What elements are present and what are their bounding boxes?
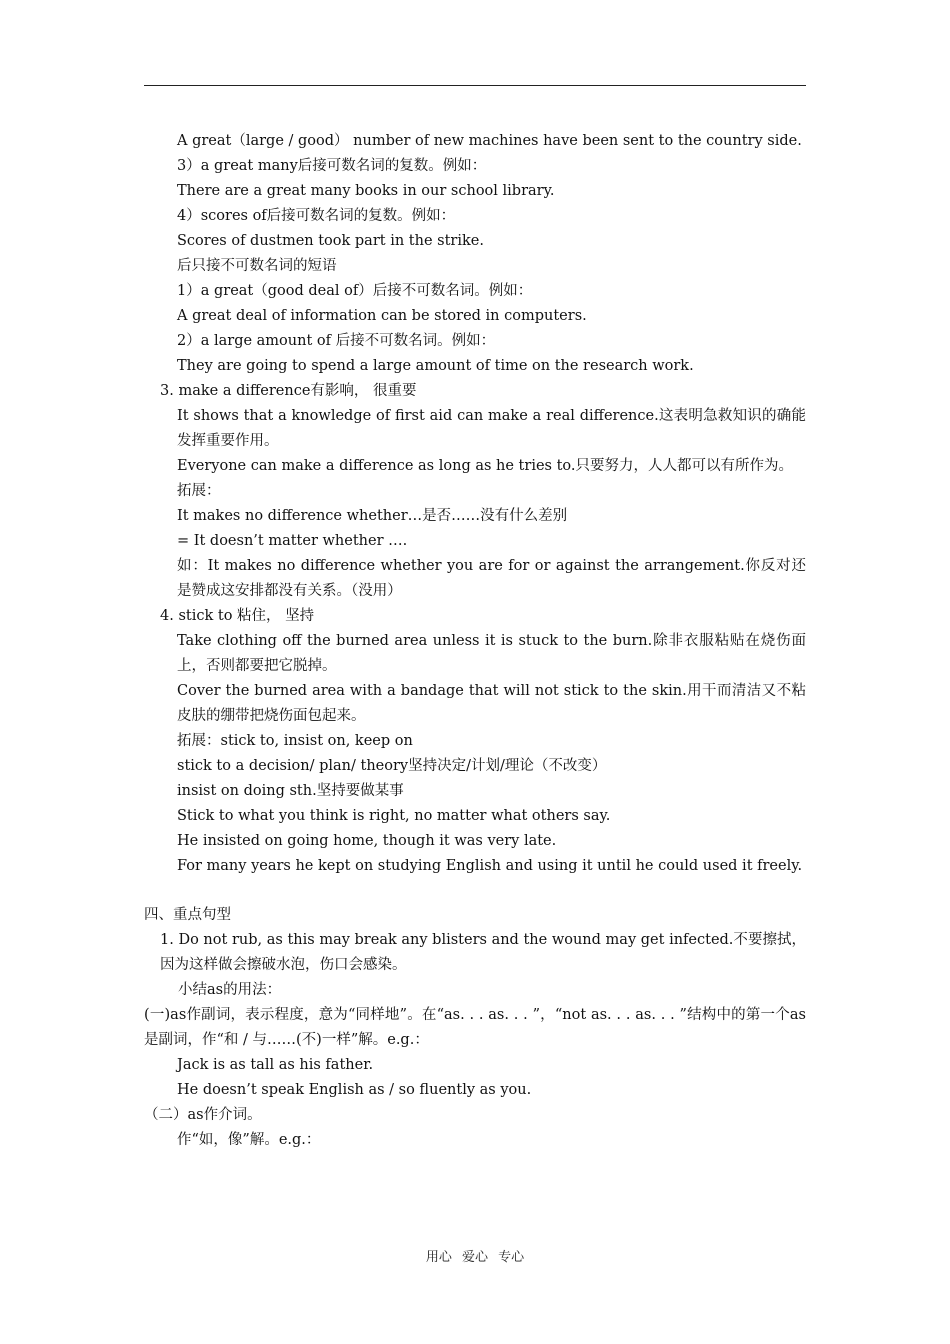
section-gap bbox=[144, 879, 806, 903]
subheading: 小结as的用法： bbox=[178, 982, 282, 998]
page-footer: 用心 爱心 专心 bbox=[425, 1250, 525, 1265]
text-line: Cover the burned area with a bandage that will not stick to the skin.用干而清洁又不粘皮肤的绷带把烧伤面包起来。 bbox=[177, 683, 806, 724]
subheading: （二）as作介词。 bbox=[144, 1107, 262, 1123]
text-line: It shows that a knowledge of first aid can make a real difference.这表明急救知识的确能发挥重要作用。 bbox=[177, 408, 806, 449]
text-line: He doesn’t speak English as / so fluently as you. bbox=[177, 1082, 532, 1098]
text-line: insist on doing sth.坚持要做某事 bbox=[177, 783, 404, 799]
text-line: (一)as作副词，表示程度，意为“同样地”。在“as. . . as. . . ”，“not as. . . as. . . ”结构中的第一个as是副词，作“和 / 与……(不)一样”解。e.g.： bbox=[144, 1007, 806, 1048]
text-line: 如：It makes no difference whether you are for or against the arrangement.你反对还是赞成这安排都没有关系。（没用） bbox=[177, 558, 806, 599]
text-line: Scores of dustmen took part in the strike. bbox=[177, 233, 484, 249]
numbered-heading: 4. stick to 粘住， 坚持 bbox=[160, 608, 315, 624]
document-body bbox=[144, 129, 806, 1153]
text-line: stick to a decision/ plan/ theory坚持决定/计划/理论（不改变） bbox=[177, 758, 607, 774]
text-line: 1）a great（good deal of）后接不可数名词。例如： bbox=[177, 283, 533, 299]
text-line: 3）a great many后接可数名词的复数。例如： bbox=[177, 158, 487, 174]
numbered-heading: 3. make a difference有影响， 很重要 bbox=[160, 383, 417, 399]
text-line: Take clothing off the burned area unless it is stuck to the burn.除非衣服粘贴在烧伤面上，否则都要把它脱掉。 bbox=[177, 633, 806, 674]
text-line: For many years he kept on studying English and using it until he could used it freely. bbox=[177, 858, 803, 874]
text-line: There are a great many books in our school library. bbox=[177, 183, 555, 199]
text-line: Everyone can make a difference as long as he tries to.只要努力，人人都可以有所作为。 bbox=[177, 458, 793, 474]
text-line: A great（large / good） number of new machines have been sent to the country side. bbox=[177, 133, 802, 149]
text-line: It makes no difference whether…是否……没有什么差别 bbox=[177, 508, 568, 524]
text-line: They are going to spend a large amount of time on the research work. bbox=[177, 358, 694, 374]
header-rule bbox=[144, 85, 806, 86]
text-line: 作“如，像”解。e.g.： bbox=[177, 1132, 321, 1148]
text-line: Jack is as tall as his father. bbox=[177, 1057, 374, 1073]
text-line: Stick to what you think is right, no matter what others say. bbox=[177, 808, 611, 824]
text-line: He insisted on going home, though it was very late. bbox=[177, 833, 557, 849]
subheading: 后只接不可数名词的短语 bbox=[177, 258, 337, 274]
numbered-heading: 1. Do not rub, as this may break any blisters and the wound may get infected.不要擦拭，因为这样做会擦破水泡，伤口会感染。 bbox=[160, 932, 806, 973]
text-line: A great deal of information can be stored in computers. bbox=[177, 308, 587, 324]
text-line: 拓展：stick to, insist on, keep on bbox=[177, 733, 413, 749]
text-line: = It doesn’t matter whether …. bbox=[177, 533, 408, 549]
text-line: 4）scores of后接可数名词的复数。例如： bbox=[177, 208, 456, 224]
section-heading: 四、重点句型 bbox=[144, 907, 231, 923]
text-line: 拓展： bbox=[177, 483, 221, 499]
text-line: 2）a large amount of 后接不可数名词。例如： bbox=[177, 333, 496, 349]
